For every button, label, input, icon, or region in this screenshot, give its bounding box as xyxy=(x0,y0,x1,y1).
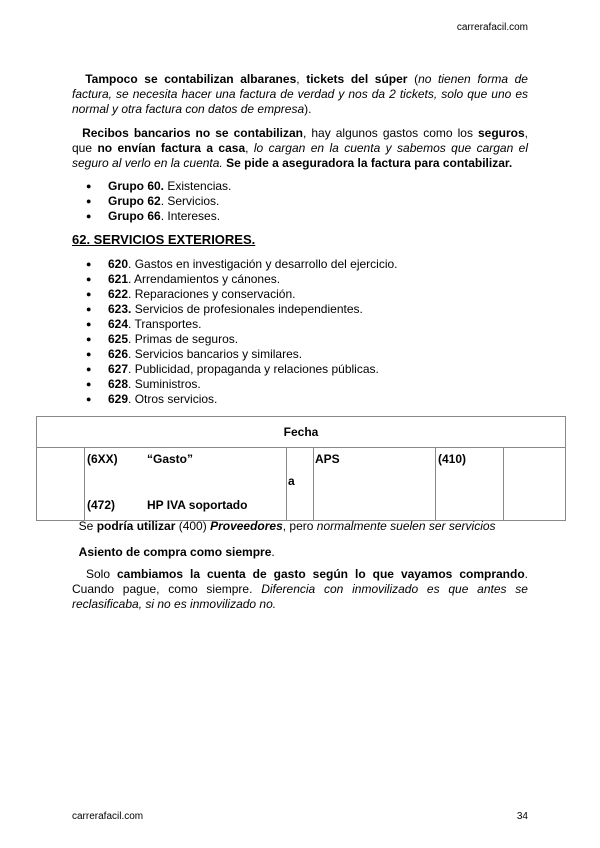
p5-text-c: . Cuando pague, como siempre. xyxy=(72,567,528,596)
p2-bold-a: Recibos bancarios no se contabilizan xyxy=(82,126,303,140)
p1-bold-c: tickets del súper xyxy=(306,72,408,86)
p5-italic-d: Diferencia con inmovilizado es que antes se reclasificaba, si no es inmovilizado no. xyxy=(72,582,528,611)
p4-bold-a: Asiento de compra como siempre xyxy=(78,545,272,559)
paragraph-proveedores xyxy=(72,519,528,534)
service-desc: . Primas de seguros. xyxy=(128,332,239,346)
group-code: Grupo 62 xyxy=(108,194,161,208)
fecha-header: Fecha xyxy=(37,417,565,448)
groups-list xyxy=(86,179,231,224)
service-desc: . Otros servicios. xyxy=(128,392,218,406)
list-item xyxy=(86,317,398,332)
p2-text-b: , hay algunos gastos como los xyxy=(302,126,478,140)
group-desc: Existencias. xyxy=(164,179,232,193)
service-code: 622 xyxy=(108,287,129,301)
list-item xyxy=(86,362,398,377)
account-aps: APS xyxy=(315,452,340,466)
account-472: (472) xyxy=(87,498,116,512)
footer-site: carrerafacil.com xyxy=(72,811,144,822)
services-list xyxy=(86,257,398,407)
p2-bold-i: Se pide a aseguradora la factura para contabilizar. xyxy=(226,156,513,170)
table-divider xyxy=(286,447,287,520)
paragraph-recibos xyxy=(72,126,528,171)
list-item xyxy=(86,377,398,392)
group-code: Grupo 60. xyxy=(108,179,165,193)
service-desc: . Publicidad, propaganda y relaciones públicas. xyxy=(128,362,379,376)
service-desc: . Arrendamientos y cánones. xyxy=(128,272,281,286)
service-code: 624 xyxy=(108,317,129,331)
service-desc: . Servicios bancarios y similares. xyxy=(128,347,303,361)
list-item xyxy=(86,347,398,362)
p2-text-f: , xyxy=(245,141,254,155)
list-item xyxy=(86,302,398,317)
p1-text-f: ). xyxy=(304,102,312,116)
table-divider xyxy=(313,447,314,520)
p3-text-e: , pero xyxy=(282,519,317,533)
service-code: 626 xyxy=(108,347,129,361)
service-desc: Servicios de profesionales independientes. xyxy=(131,302,363,316)
p3-text-a: Se xyxy=(78,519,97,533)
p1-text-d: ( xyxy=(407,72,419,86)
group-code: Grupo 66 xyxy=(108,209,161,223)
list-item xyxy=(86,392,398,407)
list-item xyxy=(86,332,398,347)
group-desc: . Servicios. xyxy=(160,194,220,208)
page-number: 34 xyxy=(516,811,528,822)
list-item xyxy=(86,209,231,224)
service-desc: . Reparaciones y conservación. xyxy=(128,287,296,301)
p3-italic-f: normalmente suelen ser servicios xyxy=(316,519,496,533)
p2-text-d: , que xyxy=(72,126,529,155)
table-divider xyxy=(84,447,85,520)
service-code: 629 xyxy=(108,392,129,406)
p3-bold-italic-d: Proveedores xyxy=(210,519,283,533)
service-code: 620 xyxy=(108,257,129,271)
service-desc: . Gastos en investigación y desarrollo del ejercicio. xyxy=(128,257,398,271)
section-title: 62. SERVICIOS EXTERIORES. xyxy=(72,232,256,247)
table-divider xyxy=(503,447,504,520)
service-code: 628 xyxy=(108,377,129,391)
service-desc: . Transportes. xyxy=(128,317,202,331)
paragraph-asiento xyxy=(72,545,528,560)
service-code: 621 xyxy=(108,272,129,286)
journal-entry-table xyxy=(36,416,566,521)
account-hp-iva: HP IVA soportado xyxy=(147,498,248,512)
account-410: (410) xyxy=(438,452,467,466)
header-site: carrerafacil.com xyxy=(456,22,528,33)
p4-text-b: . xyxy=(271,545,275,559)
paragraph-cambiamos xyxy=(72,567,528,612)
p3-text-c: (400) xyxy=(175,519,211,533)
p1-bold-a: Tampoco se contabilizan albaranes xyxy=(85,72,297,86)
a-separator: a xyxy=(288,474,295,488)
list-item xyxy=(86,287,398,302)
list-item xyxy=(86,272,398,287)
service-code: 623. xyxy=(108,302,132,316)
p5-text-a: Solo xyxy=(85,567,117,581)
p2-italic-g: lo cargan en la cuenta y sabemos que cargan el seguro al verlo en la cuenta. xyxy=(72,141,529,170)
paragraph-albaranes xyxy=(72,72,528,117)
service-code: 627 xyxy=(108,362,129,376)
account-6xx: (6XX) xyxy=(87,452,118,466)
p2-bold-c: seguros xyxy=(477,126,525,140)
p3-bold-b: podría utilizar xyxy=(96,519,176,533)
service-desc: . Suministros. xyxy=(128,377,201,391)
service-code: 625 xyxy=(108,332,129,346)
p1-italic-e: no tienen forma de factura, se necesita hacer una factura de verdad y nos da 2 tickets, solo que uno es normal y otra factura con datos de empresa xyxy=(72,72,528,116)
table-divider xyxy=(435,447,436,520)
list-item xyxy=(86,257,398,272)
group-desc: . Intereses. xyxy=(160,209,221,223)
list-item xyxy=(86,179,231,194)
account-gasto: “Gasto” xyxy=(147,452,194,466)
p2-bold-e: no envían factura a casa xyxy=(97,141,246,155)
list-item xyxy=(86,194,231,209)
p5-bold-b: cambiamos la cuenta de gasto según lo que vayamos comprando xyxy=(117,567,525,581)
p1-text-b: , xyxy=(296,72,307,86)
